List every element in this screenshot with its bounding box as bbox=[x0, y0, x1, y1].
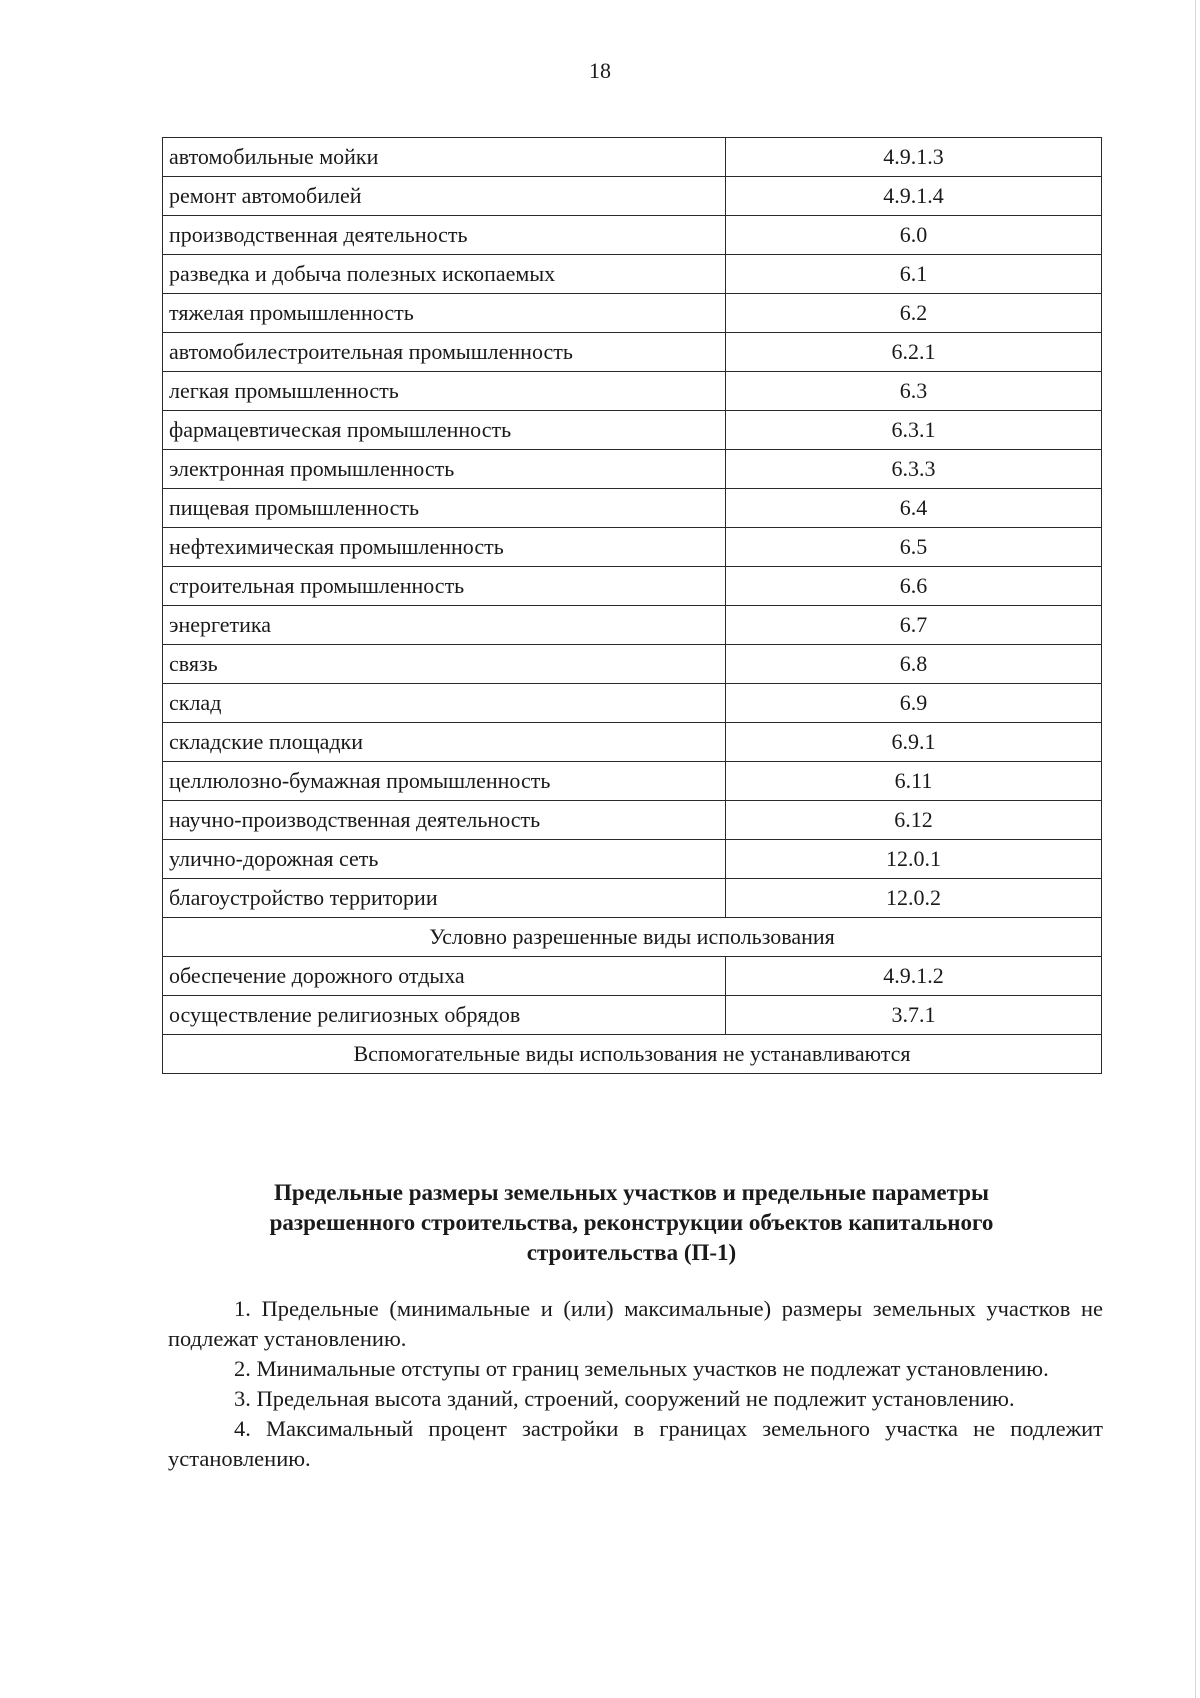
table-row bbox=[163, 138, 1102, 177]
table-row bbox=[163, 996, 1102, 1035]
table-row bbox=[163, 606, 1102, 645]
table-section-row bbox=[163, 1035, 1102, 1074]
use-code: 6.3 bbox=[726, 372, 1102, 411]
use-code: 6.2.1 bbox=[726, 333, 1102, 372]
use-name: разведка и добыча полезных ископаемых bbox=[163, 255, 726, 294]
use-name: связь bbox=[163, 645, 726, 684]
body-text bbox=[168, 1294, 1103, 1474]
use-code: 6.9 bbox=[726, 684, 1102, 723]
use-name: легкая промышленность bbox=[163, 372, 726, 411]
use-name: целлюлозно-бумажная промышленность bbox=[163, 762, 726, 801]
use-name: нефтехимическая промышленность bbox=[163, 528, 726, 567]
use-code: 6.3.3 bbox=[726, 450, 1102, 489]
heading-line: разрешенного строительства, реконструкции объектов капитального bbox=[269, 1210, 994, 1235]
section-heading bbox=[162, 1178, 1101, 1268]
use-name: автомобилестроительная промышленность bbox=[163, 333, 726, 372]
use-code: 6.7 bbox=[726, 606, 1102, 645]
use-code: 12.0.1 bbox=[726, 840, 1102, 879]
use-name: улично-дорожная сеть bbox=[163, 840, 726, 879]
table-row bbox=[163, 372, 1102, 411]
table-row bbox=[163, 216, 1102, 255]
table-section-row bbox=[163, 918, 1102, 957]
use-name: складские площадки bbox=[163, 723, 726, 762]
table-row bbox=[163, 489, 1102, 528]
use-code: 6.12 bbox=[726, 801, 1102, 840]
auxiliary-uses-note: Вспомогательные виды использования не устанавливаются bbox=[163, 1035, 1102, 1074]
table-row bbox=[163, 528, 1102, 567]
heading-line: строительства (П-1) bbox=[526, 1240, 737, 1265]
table-row bbox=[163, 255, 1102, 294]
heading-line: Предельные размеры земельных участков и предельные параметры bbox=[274, 1180, 989, 1205]
use-name: автомобильные мойки bbox=[163, 138, 726, 177]
use-code: 6.4 bbox=[726, 489, 1102, 528]
table-row bbox=[163, 879, 1102, 918]
use-name: фармацевтическая промышленность bbox=[163, 411, 726, 450]
table-row bbox=[163, 762, 1102, 801]
use-code: 4.9.1.3 bbox=[726, 138, 1102, 177]
use-code: 3.7.1 bbox=[726, 996, 1102, 1035]
use-code: 4.9.1.4 bbox=[726, 177, 1102, 216]
use-name: благоустройство территории bbox=[163, 879, 726, 918]
paragraph: 3. Предельная высота зданий, строений, сооружений не подлежит установлению. bbox=[234, 1386, 1015, 1411]
page-edge-line bbox=[1195, 0, 1196, 1698]
use-name: производственная деятельность bbox=[163, 216, 726, 255]
paragraph: 1. Предельные (минимальные и (или) максимальные) размеры земельных участков не подлежат установлению. bbox=[168, 1296, 1103, 1351]
table-row bbox=[163, 801, 1102, 840]
use-code: 12.0.2 bbox=[726, 879, 1102, 918]
table-row bbox=[163, 723, 1102, 762]
table-row bbox=[163, 645, 1102, 684]
use-name: обеспечение дорожного отдыха bbox=[163, 957, 726, 996]
table-row bbox=[163, 450, 1102, 489]
paragraph: 4. Максимальный процент застройки в границах земельного участка не подлежит установлению. bbox=[168, 1416, 1103, 1471]
use-code: 6.0 bbox=[726, 216, 1102, 255]
table-row bbox=[163, 957, 1102, 996]
use-name: склад bbox=[163, 684, 726, 723]
page-number: 18 bbox=[589, 58, 611, 83]
use-code: 6.9.1 bbox=[726, 723, 1102, 762]
paragraph: 2. Минимальные отступы от границ земельных участков не подлежат установлению. bbox=[234, 1356, 1049, 1381]
table-row bbox=[163, 684, 1102, 723]
use-code: 6.1 bbox=[726, 255, 1102, 294]
use-name: научно-производственная деятельность bbox=[163, 801, 726, 840]
use-name: пищевая промышленность bbox=[163, 489, 726, 528]
table-row bbox=[163, 177, 1102, 216]
conditional-uses-header: Условно разрешенные виды использования bbox=[163, 918, 1102, 957]
table-row bbox=[163, 333, 1102, 372]
use-name: ремонт автомобилей bbox=[163, 177, 726, 216]
use-code: 6.11 bbox=[726, 762, 1102, 801]
use-code: 6.6 bbox=[726, 567, 1102, 606]
use-code: 6.2 bbox=[726, 294, 1102, 333]
table-row bbox=[163, 840, 1102, 879]
use-name: тяжелая промышленность bbox=[163, 294, 726, 333]
use-name: энергетика bbox=[163, 606, 726, 645]
use-name: электронная промышленность bbox=[163, 450, 726, 489]
use-code: 6.8 bbox=[726, 645, 1102, 684]
use-code: 6.5 bbox=[726, 528, 1102, 567]
land-use-table bbox=[162, 137, 1102, 1074]
table-row bbox=[163, 294, 1102, 333]
table-row bbox=[163, 567, 1102, 606]
use-code: 4.9.1.2 bbox=[726, 957, 1102, 996]
use-code: 6.3.1 bbox=[726, 411, 1102, 450]
use-name: строительная промышленность bbox=[163, 567, 726, 606]
use-name: осуществление религиозных обрядов bbox=[163, 996, 726, 1035]
table-row bbox=[163, 411, 1102, 450]
